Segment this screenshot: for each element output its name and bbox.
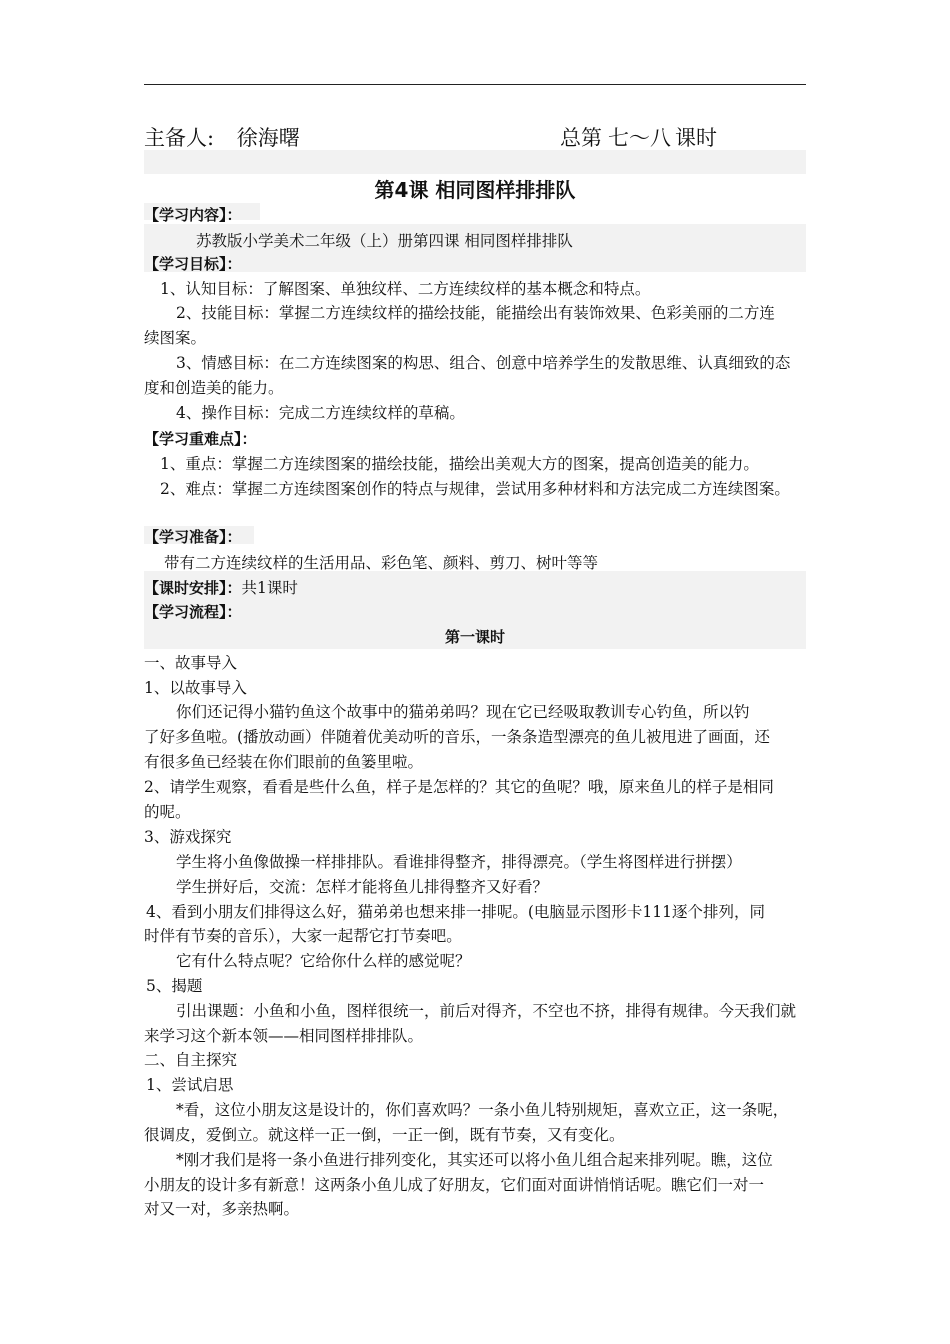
prep-heading: 【学习准备】： [144, 528, 242, 546]
goal-line: 度和创造美的能力。 [144, 379, 284, 397]
preparer-label: 主备人: [144, 126, 215, 150]
body-line: 3、游戏探究 [144, 828, 232, 846]
body-line: 的呢。 [144, 803, 191, 821]
total-suffix: 课时 [675, 126, 717, 150]
body-line: *刚才我们是将一条小鱼进行排列变化，其实还可以将小鱼儿组合起来排列呢。瞧，这位 [176, 1151, 773, 1169]
key-point: 1、重点：掌握二方连续图案的描绘技能，描绘出美观大方的图案，提高创造美的能力。 [160, 455, 759, 473]
goals-heading: 【学习目标】： [144, 255, 242, 273]
body-line: 学生拼好后，交流：怎样才能将鱼儿排得整齐又好看？ [176, 878, 549, 896]
body-line: 很调皮，爱倒立。就这样一正一倒，一正一倒，既有节奏，又有变化。 [144, 1126, 625, 1144]
goal-line: 4、操作目标：完成二方连续纹样的草稿。 [176, 404, 465, 422]
first-lesson-heading: 第一课时 [444, 628, 505, 646]
goal-line: 3、情感目标：在二方连续图案的构思、组合、创意中培养学生的发散思维、认真细致的态 [176, 354, 791, 372]
goal-line: 1、认知目标：了解图案、单独纹样、二方连续纹样的基本概念和特点。 [160, 280, 651, 298]
content-heading: 【学习内容】： [144, 206, 242, 224]
body-line: *看，这位小朋友这是设计的，你们喜欢吗？一条小鱼儿特别规矩，喜欢立正，这一条呢， [176, 1101, 789, 1119]
preparer [144, 122, 306, 152]
goal-line: 续图案。 [144, 329, 207, 347]
body-line: 5、揭题 [146, 977, 203, 995]
flow-heading: 【学习流程】： [144, 603, 242, 621]
schedule-text: 共1课时 [241, 579, 298, 597]
body-line: 它有什么特点呢？它给你什么样的感觉呢？ [176, 952, 471, 970]
total-value: 七～八 [602, 125, 675, 152]
body-line: 引出课题：小鱼和小鱼，图样很统一，前后对得齐，不空也不挤，排得有规律。今天我们就 [176, 1002, 797, 1020]
body-line: 来学习这个新本领——相同图样排排队。 [144, 1027, 424, 1045]
body-line: 学生将小鱼像做操一样排排队。看谁排得整齐，排得漂亮。（学生将图样进行拼摆） [176, 853, 742, 871]
preparer-name: 徐海曙 [231, 125, 306, 152]
top-rule [144, 84, 806, 85]
goal-line: 2、技能目标：掌握二方连续纹样的描绘技能，能描绘出有装饰效果、色彩美丽的二方连 [176, 304, 775, 322]
body-line: 2、请学生观察，看看是些什么鱼，样子是怎样的？其它的鱼呢？哦，原来鱼儿的样子是相同 [144, 778, 774, 796]
page-title: 第4课 相同图样排排队 [374, 178, 576, 202]
key-point: 2、难点：掌握二方连续图案创作的特点与规律，尝试用多种材料和方法完成二方连续图案。 [160, 480, 790, 498]
lesson-count [560, 122, 717, 152]
body-line: 对又一对，多亲热啊。 [144, 1200, 300, 1218]
total-label: 总第 [560, 126, 602, 150]
body-line: 小朋友的设计多有新意！这两条小鱼儿成了好朋友，它们面对面讲悄悄话呢。瞧它们一对一 [144, 1176, 765, 1194]
body-line: 二、自主探究 [144, 1051, 238, 1069]
body-line: 1、尝试启思 [146, 1076, 234, 1094]
body-line: 了好多鱼啦。(播放动画）伴随着优美动听的音乐，一条条造型漂亮的鱼儿被甩进了画面，还 [144, 728, 771, 746]
key-heading: 【学习重难点】： [144, 430, 257, 448]
body-line: 你们还记得小猫钓鱼这个故事中的猫弟弟吗？现在它已经吸取教训专心钓鱼，所以钓 [176, 703, 750, 721]
schedule-heading: 【课时安排】： [144, 579, 242, 597]
prep-text: 带有二方连续纹样的生活用品、彩色笔、颜料、剪刀、树叶等等 [164, 554, 599, 572]
body-line: 一、故事导入 [144, 654, 238, 672]
content-text: 苏教版小学美术二年级（上）册第四课 相同图样排排队 [196, 232, 573, 250]
schedule-row [144, 576, 298, 598]
shade-band [144, 150, 806, 174]
body-line: 有很多鱼已经装在你们眼前的鱼篓里啦。 [144, 753, 424, 771]
body-line: 1、以故事导入 [144, 679, 247, 697]
body-line: 时伴有节奏的音乐），大家一起帮它打节奏吧。 [144, 927, 462, 945]
body-line: 4、看到小朋友们排得这么好，猫弟弟也想来排一排呢。(电脑显示图形卡111逐个排列，同 [146, 903, 765, 921]
